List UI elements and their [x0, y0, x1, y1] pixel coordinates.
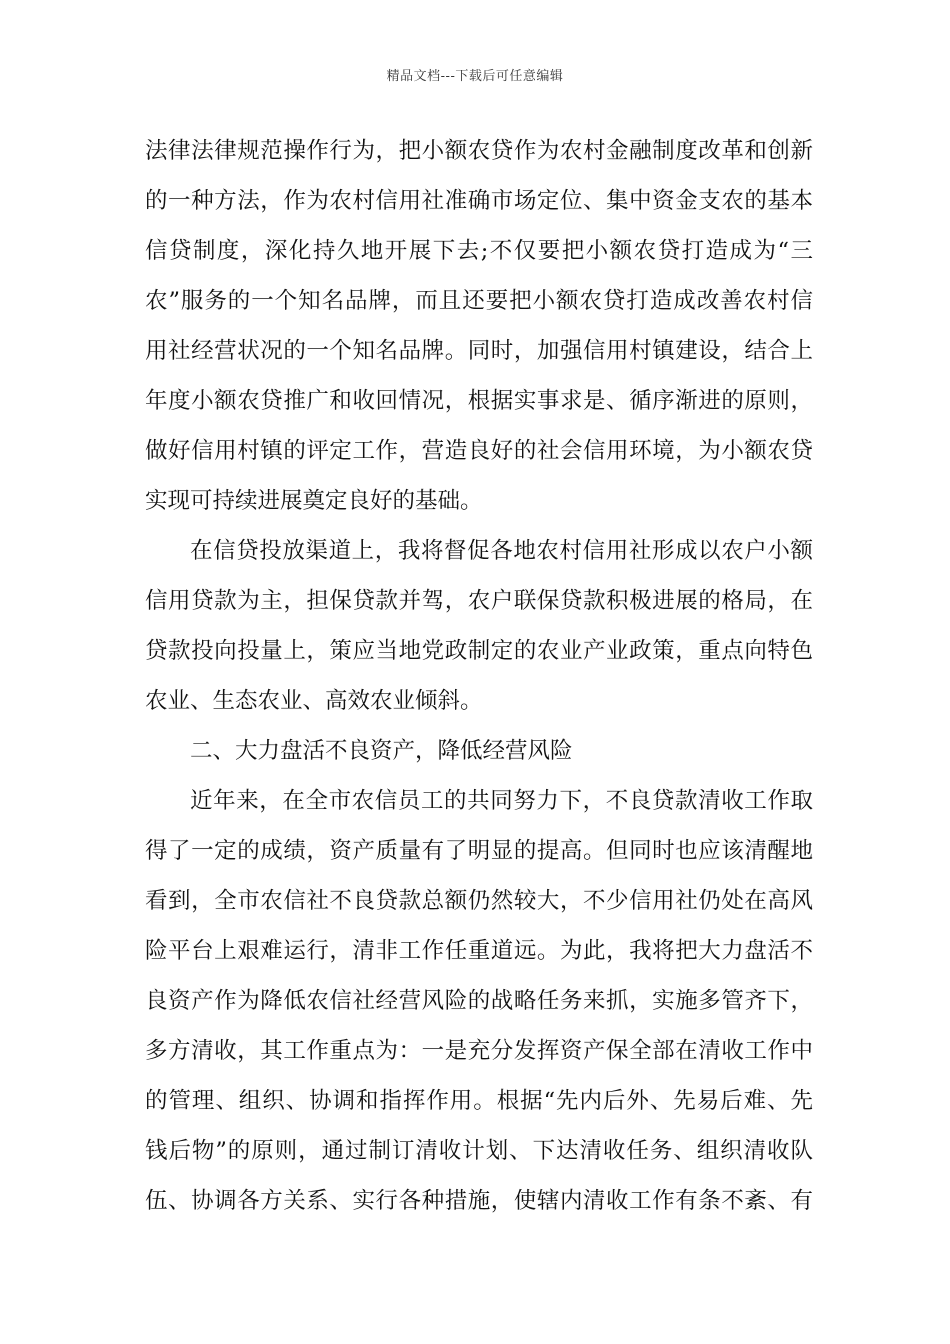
paragraph-line: 信用贷款为主，担保贷款并驾，农户联保贷款积极进展的格局，在 — [145, 588, 813, 614]
paragraph-line: 实现可持续进展奠定良好的基础。 — [145, 488, 483, 514]
paragraph-line: 的一种方法，作为农村信用社准确市场定位、集中资金支农的基本 — [145, 188, 813, 214]
paragraph-line: 法律法律规范操作行为，把小额农贷作为农村金融制度改革和创新 — [145, 138, 813, 164]
paragraph-line: 用社经营状况的一个知名品牌。同时，加强信用村镇建设，结合上 — [145, 338, 813, 364]
paragraph-line: 的管理、组织、协调和指挥作用。根据“先内后外、先易后难、先 — [145, 1088, 813, 1114]
paragraph-line: 信贷制度，深化持久地开展下去;不仅要把小额农贷打造成为“三 — [145, 238, 813, 264]
paragraph-line: 得了一定的成绩，资产质量有了明显的提高。但同时也应该清醒地 — [145, 838, 813, 864]
page-header: 精品文档---下载后可任意编辑 — [386, 69, 564, 84]
paragraph-line: 钱后物”的原则，通过制订清收计划、下达清收任务、组织清收队 — [145, 1138, 813, 1164]
paragraph-line: 伍、协调各方关系、实行各种措施，使辖内清收工作有条不紊、有 — [145, 1188, 813, 1214]
paragraph-line: 多方清收，其工作重点为：一是充分发挥资产保全部在清收工作中 — [145, 1038, 813, 1064]
paragraph-line: 良资产作为降低农信社经营风险的战略任务来抓，实施多管齐下， — [145, 988, 813, 1014]
document-body — [145, 126, 813, 1226]
paragraph-line: 近年来，在全市农信员工的共同努力下，不良贷款清收工作取 — [190, 788, 813, 814]
paragraph-line: 险平台上艰难运行，清非工作任重道远。为此，我将把大力盘活不 — [145, 938, 813, 964]
paragraph-line: 农业、生态农业、高效农业倾斜。 — [145, 688, 483, 714]
paragraph-line: 年度小额农贷推广和收回情况，根据实事求是、循序渐进的原则， — [145, 388, 813, 414]
section-heading: 二、大力盘活不良资产，降低经营风险 — [190, 738, 573, 764]
paragraph-line: 贷款投向投量上，策应当地党政制定的农业产业政策，重点向特色 — [145, 638, 813, 664]
paragraph-line: 在信贷投放渠道上，我将督促各地农村信用社形成以农户小额 — [190, 538, 813, 564]
paragraph-line: 做好信用村镇的评定工作，营造良好的社会信用环境，为小额农贷 — [145, 438, 813, 464]
paragraph-line: 看到，全市农信社不良贷款总额仍然较大，不少信用社仍处在高风 — [145, 888, 813, 914]
paragraph-line: 农”服务的一个知名品牌，而且还要把小额农贷打造成改善农村信 — [145, 288, 813, 314]
